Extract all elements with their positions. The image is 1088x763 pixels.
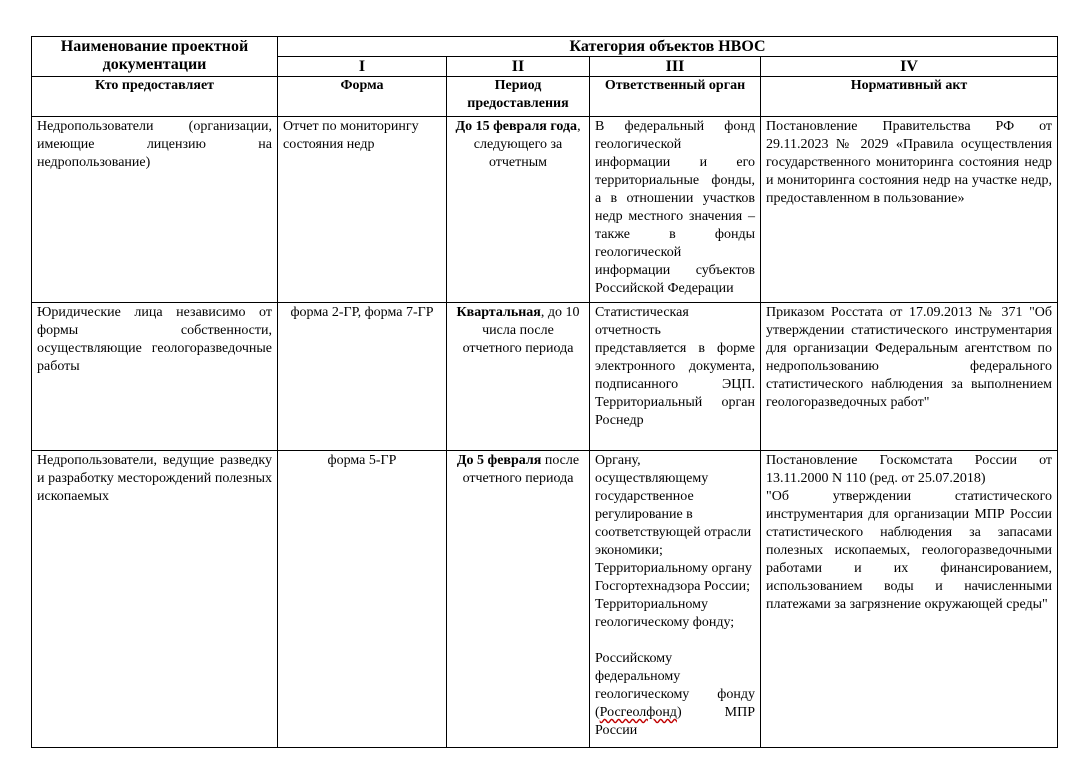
category-iv: IV [761, 57, 1058, 77]
organ-cell: В федеральный фонд геологической информации и его территориальные фонды, а в отношении участков недр местного значения – также в фонды геологической информации субъектов Российской Федерации [590, 117, 761, 303]
period-rest: , следующего за отчетным [473, 119, 581, 170]
period-rest: после отчетного периода [462, 453, 580, 486]
organ-recipient: Территориальному геологическому фонду; [595, 597, 735, 630]
act-cell: Приказом Росстата от 17.09.2013 № 371 "Об утверждении статистического инструментария для организации Федеральным агентством по недропользованию федерального статистического наблюдения за выполнением геологоразведочных работ" [761, 303, 1058, 451]
spellcheck-word: Росгеолфонд [599, 705, 677, 720]
regulatory-table [31, 36, 1058, 748]
form-cell: форма 5-ГР [278, 451, 447, 748]
who-cell: Недропользователи, ведущие разведку и разработку месторождений полезных ископаемых [32, 451, 278, 748]
period-cell [447, 451, 590, 748]
period-bold: До 15 февраля года [455, 119, 578, 134]
organ-last-pre: Российскому федеральному геологическому фонду ( [595, 651, 755, 720]
act-description: "Об утверждении статистического инструментария для организации МПР России статистического наблюдения за запасами полезных ископаемых, геологоразведочными работами и их финансированием, использованием воды и начисленными платежами за загрязнение окружающей среды" [766, 489, 1053, 612]
table-row [32, 303, 1058, 451]
form-cell: Отчет по мониторингу состояния недр [278, 117, 447, 303]
doc-name-header: Наименование проектной документации [32, 37, 278, 77]
category-i: I [278, 57, 447, 77]
organ-recipient: Территориальному органу Госгортехнадзора России; [595, 561, 752, 594]
act-title: Постановление Госкомстата России от 13.11.2000 N 110 (ред. от 25.07.2018) [766, 453, 1053, 486]
period-header: Период предоставления [447, 77, 590, 117]
who-cell: Недропользователи (организации, имеющие лицензию на недропользование) [32, 117, 278, 303]
organ-header: Ответственный орган [590, 77, 761, 117]
period-bold: До 5 февраля [456, 453, 542, 468]
period-rest: , до 10 числа после отчетного периода [462, 305, 580, 356]
act-cell: Постановление Правительства РФ от 29.11.2023 № 2029 «Правила осуществления государственного мониторинга состояния недр и мониторинга состояния недр на участке недр, предоставленном в пользование» [761, 117, 1058, 303]
form-cell: форма 2-ГР, форма 7-ГР [278, 303, 447, 451]
period-bold: Квартальная [456, 305, 541, 320]
act-header: Нормативный акт [761, 77, 1058, 117]
organ-recipient [595, 650, 755, 740]
organ-recipient: Органу, осуществляющему государственное регулирование в соответствующей отрасли экономики; [595, 453, 752, 558]
act-cell [761, 451, 1058, 748]
category-header: Категория объектов НВОС [278, 37, 1058, 57]
category-iii: III [590, 57, 761, 77]
form-header: Форма [278, 77, 447, 117]
table-row [32, 117, 1058, 303]
paragraph-gap [595, 632, 755, 650]
organ-cell [590, 451, 761, 748]
organ-last-post: ) МПР России [595, 705, 755, 738]
period-cell [447, 117, 590, 303]
who-header: Кто предоставляет [32, 77, 278, 117]
organ-cell: Статистическая отчетность представляется в форме электронного документа, подписанного ЭЦП. Территориальный орган Роснедр [590, 303, 761, 451]
header-row [32, 37, 1058, 57]
who-cell: Юридические лица независимо от формы собственности, осуществляющие геологоразведочные работы [32, 303, 278, 451]
category-ii: II [447, 57, 590, 77]
table-row [32, 451, 1058, 748]
subheader-row [32, 77, 1058, 117]
period-cell [447, 303, 590, 451]
